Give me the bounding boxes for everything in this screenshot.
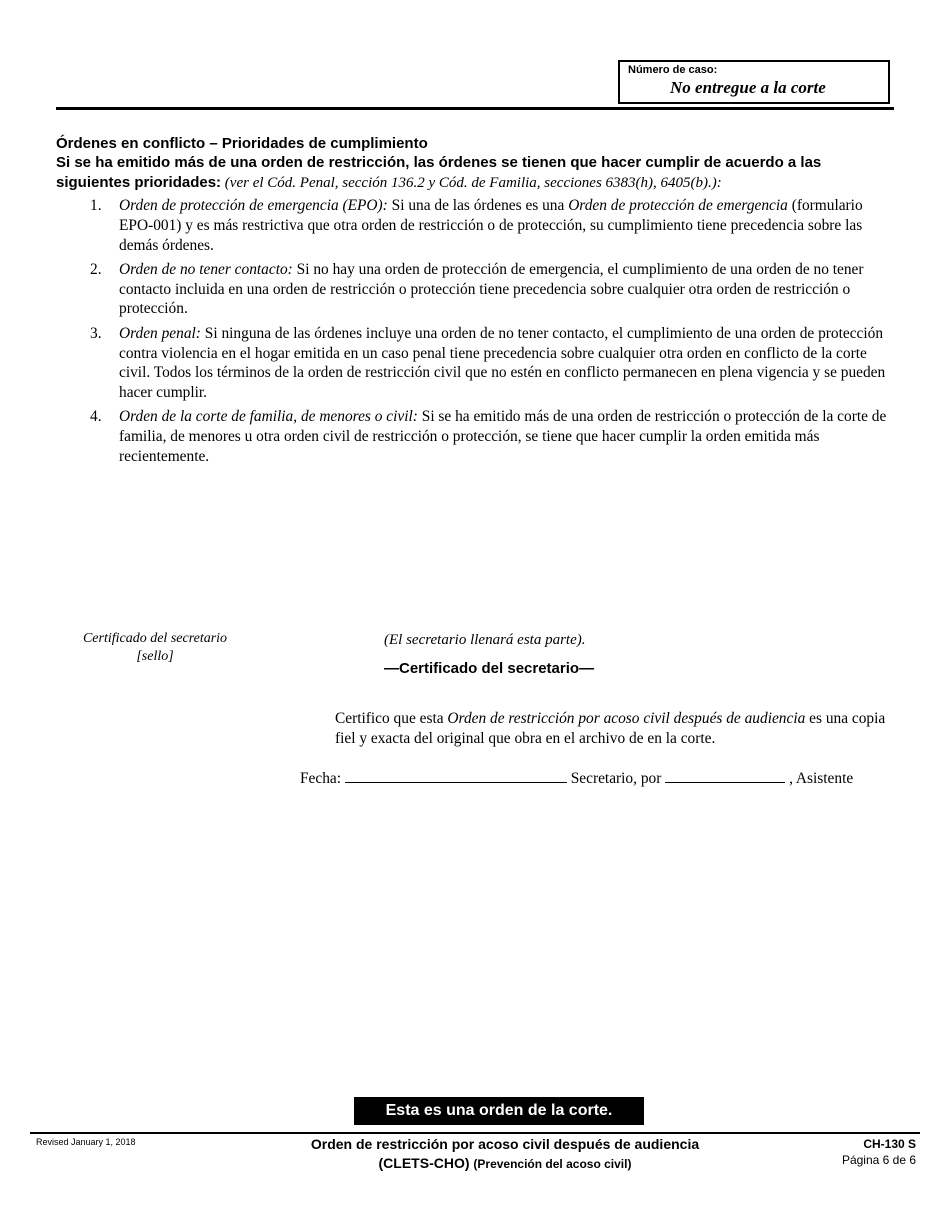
list-item <box>85 324 895 403</box>
footer-form-title <box>250 1135 760 1174</box>
seal-label-line2: [sello] <box>136 649 174 664</box>
list-item-number: 3. <box>90 324 102 342</box>
case-number-label: Número de caso: <box>628 64 718 76</box>
list-item-number: 1. <box>90 197 102 214</box>
list-item-text: Si no hay una orden de protección de emergencia, el cumplimiento de una orden de no tener contacto incluida en una orden de restricción o protección tiene precedencia sobre cualquier otra orden de restricción o protección. <box>119 260 864 318</box>
certificate-text <box>335 709 895 749</box>
list-item-text: Si se ha emitido más de una orden de restricción o protección de la corte de familia, de menores u otra orden civil de restricción o protección, se tiene que hacer cumplir la orden emitida más recientemente. <box>119 408 887 466</box>
date-label: Fecha: <box>300 770 342 787</box>
list-item-text: Si ninguna de las órdenes incluye una orden de no tener contacto, el cumplimiento de una orden de protección contra violencia en el hogar emitida en un caso penal tiene precedencia sobre cualquier otra orden en conflicto de la corte civil. Todos los términos de la orden de restricción civil que no estén en conflicto permanecen en plena vigencia y se pueden hacer cumplir. <box>119 324 886 402</box>
revised-date: Revised January 1, 2018 <box>36 1137 136 1147</box>
deputy-name-field[interactable] <box>665 768 785 783</box>
signature-row <box>300 768 853 788</box>
certificate-text-a: Certifico que esta <box>335 710 448 727</box>
clerk-fill-note: (El secretario llenará esta parte). <box>384 632 586 648</box>
clerk-certificate-title: —Certificado del secretario— <box>384 660 595 677</box>
footer-clets-code: (CLETS-CHO) <box>378 1155 470 1171</box>
case-number-box <box>618 60 890 104</box>
section-title: Órdenes en conflicto – Prioridades de cumplimiento <box>56 135 428 152</box>
footer-subtitle: (Prevención del acoso civil) <box>473 1157 632 1171</box>
page-number: Página 6 de 6 <box>841 1153 916 1167</box>
list-item-lead: Orden de no tener contacto: <box>119 260 293 278</box>
footer-title-line2 <box>250 1154 760 1174</box>
list-item-text: (formulario EPO-001) y es más restrictiva que otra orden de restricción o de protección, su cumplimiento tiene precedencia sobre las demás órdenes. <box>119 197 863 254</box>
list-item <box>85 407 895 466</box>
clerk-by-label: Secretario, por <box>570 770 662 787</box>
form-number: CH-130 S <box>863 1137 916 1151</box>
deputy-label: , Asistente <box>789 770 854 787</box>
case-number-value: No entregue a la corte <box>670 78 826 97</box>
list-item <box>85 196 895 255</box>
list-item-lead: Orden de protección de emergencia (EPO): <box>119 197 388 214</box>
certificate-form-title: Orden de restricción por acoso civil después de audiencia <box>447 710 806 727</box>
footer-title-line1: Orden de restricción por acoso civil después de audiencia <box>310 1136 700 1152</box>
seal-label-line1: Certificado del secretario <box>82 631 228 646</box>
intro-bold-text: Si se ha emitido más de una orden de restricción, las órdenes se tienen que hacer cumplir de acuerdo a las siguientes prioridades: <box>56 154 822 191</box>
footer-divider <box>30 1132 920 1134</box>
clerk-seal-area <box>60 630 250 666</box>
top-divider <box>56 107 894 110</box>
certificate-text-b: es una copia fiel y exacta del original que obra en el archivo de en la corte. <box>335 710 886 747</box>
list-item-number: 2. <box>90 260 102 278</box>
intro-reference: (ver el Cód. Penal, sección 136.2 y Cód. de Familia, secciones 6383(h), 6405(b).): <box>224 175 722 191</box>
list-item-lead: Orden de la corte de familia, de menores o civil: <box>119 408 418 426</box>
court-order-banner: Esta es una orden de la corte. <box>354 1097 644 1125</box>
date-field[interactable] <box>345 768 567 783</box>
list-item <box>85 260 895 319</box>
list-item-number: 4. <box>90 408 102 426</box>
list-item-lead: Orden penal: <box>119 324 201 342</box>
priority-list <box>85 196 895 471</box>
section-intro <box>56 153 896 193</box>
list-item-text: Si una de las órdenes es una <box>387 197 569 214</box>
list-item-italic: Orden de protección de emergencia <box>568 197 788 214</box>
